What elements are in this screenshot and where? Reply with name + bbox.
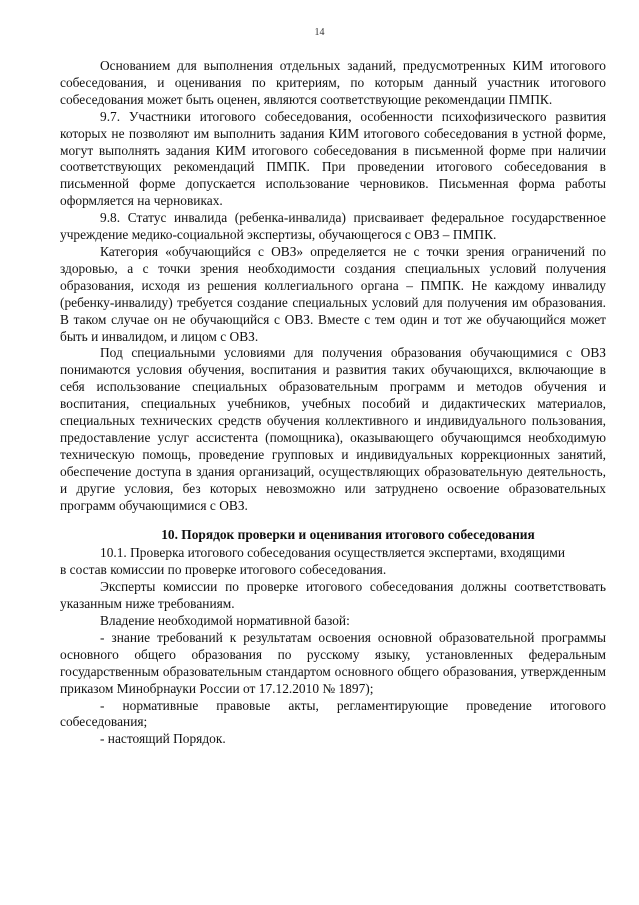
list-item-requirements: - знание требований к результатам освоения основной образовательной программы основного общего образования по русскому языку, установленных федеральным государственным образовательным стандартом основного общего образования, утвержденным приказом Минобрнауки России от 17.12.2010 № 1897); bbox=[60, 629, 606, 696]
section-heading bbox=[60, 527, 606, 544]
paragraph-special-conditions: Под специальными условиями для получения образования обучающимися с ОВЗ понимаются условия обучения, воспитания и развития таких обучающихся, включающие в себя использование специальных образовательным программ и методов обучения и воспитания, специальных учебников, учебных пособий и дидактических материалов, специальных технических средств обучения коллективного и индивидуального пользования, предоставление услуг ассистента (помощника), оказывающего обучающимся необходимую техническую помощь, проведение групповых и индивидуальных коррекционных занятий, обеспечение доступа в здания организаций, осуществляющих образовательную деятельность, и другие условия, без которых невозможно или затруднено освоение образовательных программ обучающимися с ОВЗ. bbox=[60, 345, 606, 513]
list-item-legal-acts: - нормативные правовые акты, регламентирующие проведение итогового собеседования; bbox=[60, 697, 606, 730]
paragraph-10-1-continuation: в состав комиссии по проверке итогового собеседования. bbox=[60, 562, 387, 578]
section-heading-text: 10. Порядок проверки и оценивания итогового собеседования bbox=[161, 527, 535, 543]
paragraph-category: Категория «обучающийся с ОВЗ» определяется не с точки зрения ограничений по здоровью, а с точки зрения необходимости создания специальных условий получения образования, исходя из решения коллегиального органа – ПМПК. Не каждому инвалиду (ребенку-инвалиду) требуется создание специальных условий для получения им образования. В таком случае он не обучающийся с ОВЗ. Вместе с тем один и тот же обучающийся может быть и инвалидом, и лицом с ОВЗ. bbox=[60, 243, 606, 344]
paragraph-10-1-first-line: 10.1. Проверка итогового собеседования осуществляется экспертами, входящими bbox=[100, 545, 566, 561]
paragraph-9-8: 9.8. Статус инвалида (ребенка-инвалида) присваивает федеральное государственное учреждение медико-социальной экспертизы, обучающегося с ОВЗ – ПМПК. bbox=[60, 210, 606, 243]
list-item-this-procedure: - настоящий Порядок. bbox=[100, 731, 226, 747]
paragraph-experts: Эксперты комиссии по проверке итогового собеседования должны соответствовать указанным ниже требованиям. bbox=[60, 579, 606, 612]
paragraph-knowledge: Владение необходимой нормативной базой: bbox=[100, 613, 350, 628]
paragraph-9-7: 9.7. Участники итогового собеседования, особенности психофизического развития которых не позволяют им выполнить задания КИМ итогового собеседования в устной форме, могут выполнять задания КИМ итогового собеседования в письменной форме при наличии соответствующих рекомендаций ПМПК. При проведении итогового собеседования в письменной форме допускается использование черновиков. Письменная форма работы оформляется на черновиках. bbox=[60, 108, 606, 209]
page-number: 14 bbox=[314, 27, 325, 38]
page-content bbox=[60, 58, 606, 748]
paragraph-basis: Основанием для выполнения отдельных заданий, предусмотренных КИМ итогового собеседования, и оценивания по критериям, по которым данный участник итогового собеседования может быть оценен, являются соответствующие рекомендации ПМПК. bbox=[60, 58, 606, 107]
